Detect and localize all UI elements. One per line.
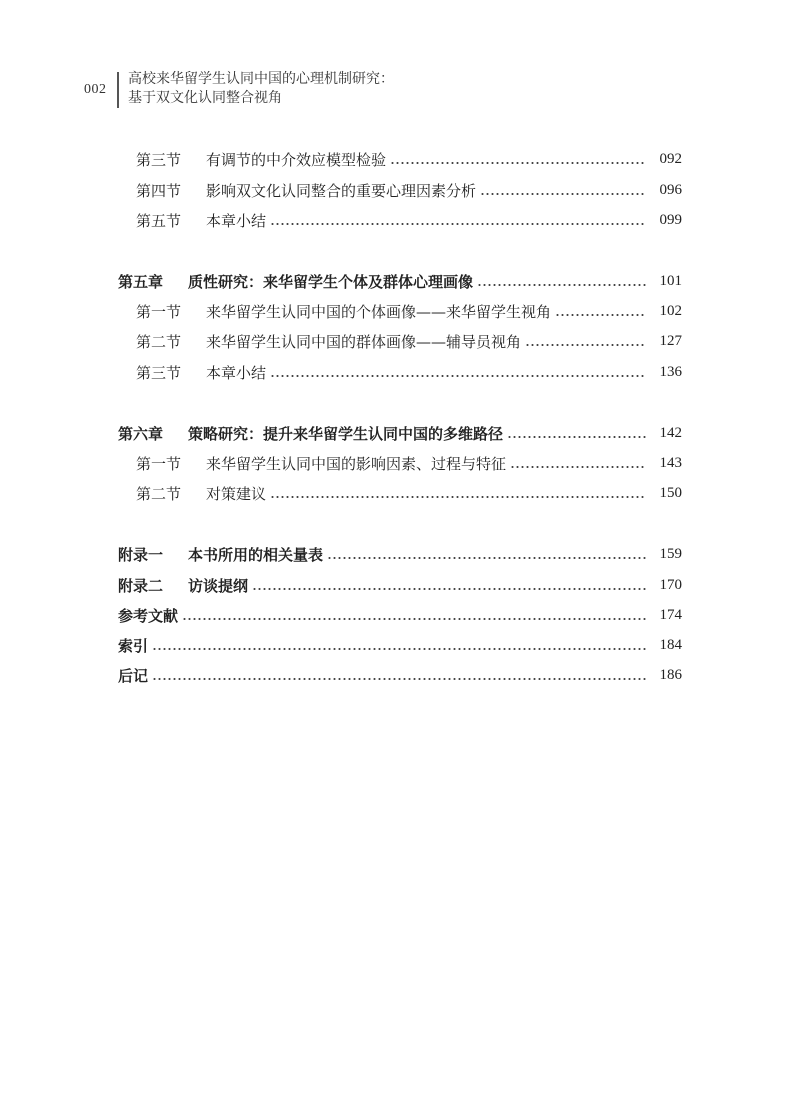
section-number: 第二节 <box>136 332 182 351</box>
dot-leader <box>480 192 646 196</box>
page-number: 002 <box>84 82 107 97</box>
dot-leader <box>270 495 646 499</box>
page-ref: 184 <box>659 636 682 653</box>
dot-leader <box>507 435 646 439</box>
section-title: 有调节的中介效应模型检验 <box>206 150 387 169</box>
section-number: 第一节 <box>136 302 182 321</box>
dot-leader <box>270 222 646 226</box>
appendix-title: 访谈提纲 <box>188 576 249 595</box>
section-title: 来华留学生认同中国的影响因素、过程与特征 <box>206 454 507 473</box>
toc-entry-ch5-sec3[interactable] <box>136 361 682 383</box>
appendix-title: 本书所用的相关量表 <box>188 545 324 564</box>
section-title: 本章小结 <box>206 363 267 382</box>
running-header <box>0 68 800 118</box>
toc-entry-ch6-sec2[interactable] <box>136 482 682 504</box>
appendix-number: 附录二 <box>118 576 164 595</box>
toc-entry-appendix2[interactable] <box>118 574 682 596</box>
page-ref: 186 <box>659 666 682 683</box>
page-ref: 143 <box>659 454 682 471</box>
dot-leader <box>390 161 646 165</box>
toc-entry-index[interactable] <box>118 634 682 656</box>
section-number: 第四节 <box>136 181 182 200</box>
toc-entry-references[interactable] <box>118 604 682 626</box>
page-ref: 136 <box>659 363 682 380</box>
section-title: 影响双文化认同整合的重要心理因素分析 <box>206 181 477 200</box>
toc-entry-ch5-sec2[interactable] <box>136 330 682 352</box>
toc-entry-chapter5[interactable] <box>118 270 682 292</box>
page-ref: 096 <box>659 181 682 198</box>
entry-title: 索引 <box>118 636 149 655</box>
section-title: 对策建议 <box>206 484 267 503</box>
dot-leader <box>252 587 646 591</box>
section-title: 来华留学生认同中国的个体画像——来华留学生视角 <box>206 302 552 321</box>
dot-leader <box>182 617 646 621</box>
section-title: 本章小结 <box>206 211 267 230</box>
chapter-title: 策略研究：提升来华留学生认同中国的多维路径 <box>188 424 504 443</box>
entry-title: 参考文献 <box>118 606 179 625</box>
running-title-line1: 高校来华留学生认同中国的心理机制研究： <box>128 71 394 87</box>
page-ref: 142 <box>659 424 682 441</box>
page-ref: 159 <box>659 545 682 562</box>
running-title-line2: 基于双文化认同整合视角 <box>128 90 282 106</box>
page-ref: 174 <box>659 606 682 623</box>
section-title: 来华留学生认同中国的群体画像——辅导员视角 <box>206 332 522 351</box>
toc-entry-postscript[interactable] <box>118 664 682 686</box>
page-ref: 099 <box>659 211 682 228</box>
header-divider <box>117 72 119 108</box>
dot-leader <box>152 677 646 681</box>
dot-leader <box>525 343 646 347</box>
page-ref: 127 <box>659 332 682 349</box>
page-ref: 150 <box>659 484 682 501</box>
section-number: 第三节 <box>136 363 182 382</box>
toc-entry-ch4-sec3[interactable] <box>136 148 682 170</box>
section-number: 第二节 <box>136 484 182 503</box>
page-ref: 170 <box>659 576 682 593</box>
dot-leader <box>327 556 646 560</box>
running-title <box>128 70 394 108</box>
entry-title: 后记 <box>118 666 149 685</box>
toc-entry-ch4-sec5[interactable] <box>136 209 682 231</box>
dot-leader <box>510 465 646 469</box>
section-number: 第一节 <box>136 454 182 473</box>
appendix-number: 附录一 <box>118 545 164 564</box>
dot-leader <box>555 313 646 317</box>
dot-leader <box>270 374 646 378</box>
page-ref: 101 <box>659 272 682 289</box>
toc-entry-ch5-sec1[interactable] <box>136 300 682 322</box>
toc-entry-ch4-sec4[interactable] <box>136 179 682 201</box>
toc-entry-ch6-sec1[interactable] <box>136 452 682 474</box>
dot-leader <box>152 647 646 651</box>
section-number: 第五节 <box>136 211 182 230</box>
toc-entry-chapter6[interactable] <box>118 422 682 444</box>
page-ref: 102 <box>659 302 682 319</box>
chapter-number: 第五章 <box>118 272 164 291</box>
dot-leader <box>477 283 646 287</box>
chapter-title: 质性研究：来华留学生个体及群体心理画像 <box>188 272 474 291</box>
page-ref: 092 <box>659 150 682 167</box>
section-number: 第三节 <box>136 150 182 169</box>
toc-entry-appendix1[interactable] <box>118 543 682 565</box>
chapter-number: 第六章 <box>118 424 164 443</box>
